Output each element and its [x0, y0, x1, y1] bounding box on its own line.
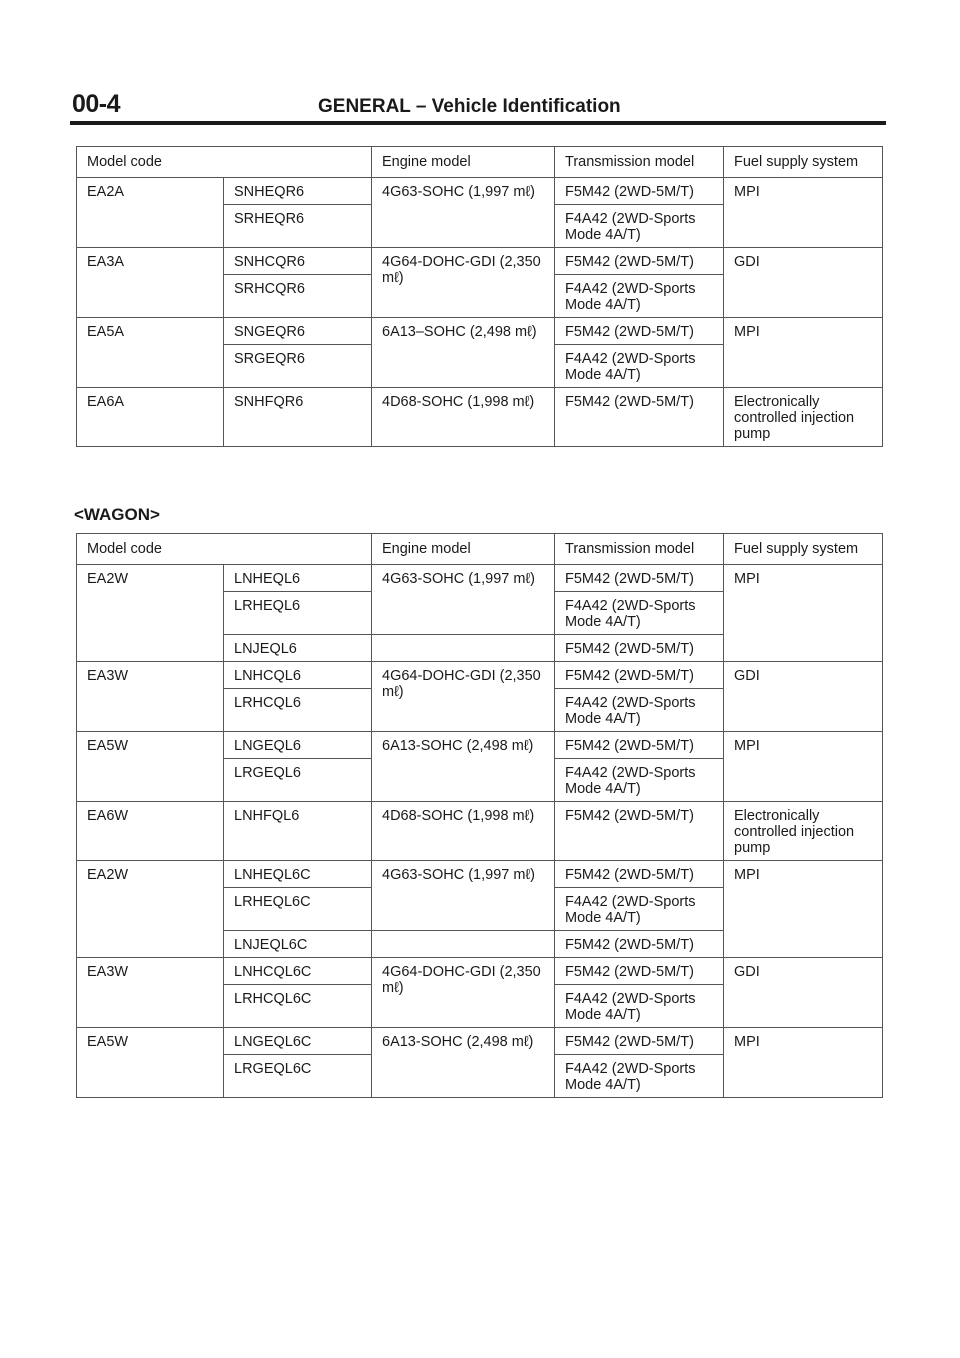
model-code-cell: EA3W	[77, 662, 224, 732]
model-code-cell: EA3W	[77, 958, 224, 1028]
engine-model-cell: 6A13–SOHC (2,498 mℓ)	[372, 318, 555, 388]
fuel-system-cell: MPI	[724, 318, 883, 388]
transmission-model-cell: F5M42 (2WD-5M/T)	[555, 861, 724, 888]
transmission-model-cell: F5M42 (2WD-5M/T)	[555, 565, 724, 592]
col-header-fuel: Fuel supply system	[724, 147, 883, 178]
model-code-cell: EA3A	[77, 248, 224, 318]
transmission-model-cell: F5M42 (2WD-5M/T)	[555, 732, 724, 759]
engine-model-cell: 4G64-DOHC-GDI (2,350 mℓ)	[372, 662, 555, 732]
col-header-transmission: Transmission model	[555, 147, 724, 178]
fuel-system-cell: Electronically controlled injection pump	[724, 388, 883, 447]
fuel-system-cell: MPI	[724, 861, 883, 958]
variant-code-cell: LNHFQL6	[224, 802, 372, 861]
page-title: GENERAL – Vehicle Identification	[318, 96, 621, 117]
variant-code-cell: LNJEQL6	[224, 635, 372, 662]
transmission-model-cell: F5M42 (2WD-5M/T)	[555, 931, 724, 958]
model-code-cell: EA5W	[77, 1028, 224, 1098]
transmission-model-cell: F4A42 (2WD-Sports Mode 4A/T)	[555, 1055, 724, 1098]
transmission-model-cell: F5M42 (2WD-5M/T)	[555, 178, 724, 205]
sedan-identification-table	[76, 146, 883, 447]
variant-code-cell: LNGEQL6	[224, 732, 372, 759]
fuel-system-cell: MPI	[724, 732, 883, 802]
transmission-model-cell: F4A42 (2WD-Sports Mode 4A/T)	[555, 759, 724, 802]
variant-code-cell: SNGEQR6	[224, 318, 372, 345]
fuel-system-cell: MPI	[724, 178, 883, 248]
engine-model-cell: 4G63-SOHC (1,997 mℓ)	[372, 861, 555, 931]
table-row	[77, 318, 883, 345]
variant-code-cell: LRGEQL6C	[224, 1055, 372, 1098]
transmission-model-cell: F4A42 (2WD-Sports Mode 4A/T)	[555, 689, 724, 732]
variant-code-cell: SNHFQR6	[224, 388, 372, 447]
transmission-model-cell: F5M42 (2WD-5M/T)	[555, 1028, 724, 1055]
table-row	[77, 388, 883, 447]
variant-code-cell: LRHCQL6	[224, 689, 372, 732]
variant-code-cell: SRHEQR6	[224, 205, 372, 248]
transmission-model-cell: F4A42 (2WD-Sports Mode 4A/T)	[555, 985, 724, 1028]
engine-model-cell: 4D68-SOHC (1,998 mℓ)	[372, 802, 555, 861]
page-number: 00-4	[72, 90, 121, 118]
table-row	[77, 802, 883, 861]
variant-code-cell: LNGEQL6C	[224, 1028, 372, 1055]
table-row	[77, 861, 883, 888]
engine-model-cell: 4G64-DOHC-GDI (2,350 mℓ)	[372, 958, 555, 1028]
variant-code-cell: LNHCQL6C	[224, 958, 372, 985]
variant-code-cell: LRHEQL6	[224, 592, 372, 635]
wagon-heading: <WAGON>	[74, 505, 160, 524]
variant-code-cell: SNHCQR6	[224, 248, 372, 275]
variant-code-cell: LNHCQL6	[224, 662, 372, 689]
fuel-system-cell: GDI	[724, 248, 883, 318]
empty-cell	[372, 635, 555, 662]
table-row	[77, 958, 883, 985]
model-code-cell: EA5W	[77, 732, 224, 802]
variant-code-cell: LRHCQL6C	[224, 985, 372, 1028]
transmission-model-cell: F5M42 (2WD-5M/T)	[555, 388, 724, 447]
model-code-cell: EA2A	[77, 178, 224, 248]
variant-code-cell: LRGEQL6	[224, 759, 372, 802]
engine-model-cell: 6A13-SOHC (2,498 mℓ)	[372, 1028, 555, 1098]
transmission-model-cell: F5M42 (2WD-5M/T)	[555, 662, 724, 689]
header-row	[77, 534, 883, 565]
transmission-model-cell: F5M42 (2WD-5M/T)	[555, 958, 724, 985]
fuel-system-cell: MPI	[724, 565, 883, 662]
variant-code-cell: LNHEQL6C	[224, 861, 372, 888]
col-header-model-code: Model code	[77, 534, 372, 565]
table-row	[77, 1028, 883, 1055]
variant-code-cell: SRHCQR6	[224, 275, 372, 318]
table-row	[77, 732, 883, 759]
engine-model-cell: 6A13-SOHC (2,498 mℓ)	[372, 732, 555, 802]
empty-cell	[372, 931, 555, 958]
variant-code-cell: LNHEQL6	[224, 565, 372, 592]
fuel-system-cell: Electronically controlled injection pump	[724, 802, 883, 861]
engine-model-cell: 4D68-SOHC (1,998 mℓ)	[372, 388, 555, 447]
fuel-system-cell: MPI	[724, 1028, 883, 1098]
col-header-model-code: Model code	[77, 147, 372, 178]
col-header-engine: Engine model	[372, 534, 555, 565]
model-code-cell: EA6A	[77, 388, 224, 447]
variant-code-cell: LRHEQL6C	[224, 888, 372, 931]
transmission-model-cell: F5M42 (2WD-5M/T)	[555, 635, 724, 662]
table-row	[77, 662, 883, 689]
fuel-system-cell: GDI	[724, 958, 883, 1028]
variant-code-cell: LNJEQL6C	[224, 931, 372, 958]
transmission-model-cell: F4A42 (2WD-Sports Mode 4A/T)	[555, 205, 724, 248]
model-code-cell: EA2W	[77, 861, 224, 958]
transmission-model-cell: F5M42 (2WD-5M/T)	[555, 802, 724, 861]
variant-code-cell: SRGEQR6	[224, 345, 372, 388]
col-header-transmission: Transmission model	[555, 534, 724, 565]
model-code-cell: EA5A	[77, 318, 224, 388]
col-header-fuel: Fuel supply system	[724, 534, 883, 565]
col-header-engine: Engine model	[372, 147, 555, 178]
variant-code-cell: SNHEQR6	[224, 178, 372, 205]
table-row	[77, 178, 883, 205]
wagon-identification-table	[76, 533, 883, 1098]
table-row	[77, 248, 883, 275]
page-header	[72, 90, 884, 124]
header-rule	[70, 121, 886, 125]
model-code-cell: EA2W	[77, 565, 224, 662]
model-code-cell: EA6W	[77, 802, 224, 861]
transmission-model-cell: F4A42 (2WD-Sports Mode 4A/T)	[555, 888, 724, 931]
engine-model-cell: 4G63-SOHC (1,997 mℓ)	[372, 565, 555, 635]
fuel-system-cell: GDI	[724, 662, 883, 732]
table-row	[77, 565, 883, 592]
header-row	[77, 147, 883, 178]
transmission-model-cell: F4A42 (2WD-Sports Mode 4A/T)	[555, 345, 724, 388]
engine-model-cell: 4G64-DOHC-GDI (2,350 mℓ)	[372, 248, 555, 318]
transmission-model-cell: F5M42 (2WD-5M/T)	[555, 248, 724, 275]
transmission-model-cell: F5M42 (2WD-5M/T)	[555, 318, 724, 345]
engine-model-cell: 4G63-SOHC (1,997 mℓ)	[372, 178, 555, 248]
transmission-model-cell: F4A42 (2WD-Sports Mode 4A/T)	[555, 592, 724, 635]
transmission-model-cell: F4A42 (2WD-Sports Mode 4A/T)	[555, 275, 724, 318]
